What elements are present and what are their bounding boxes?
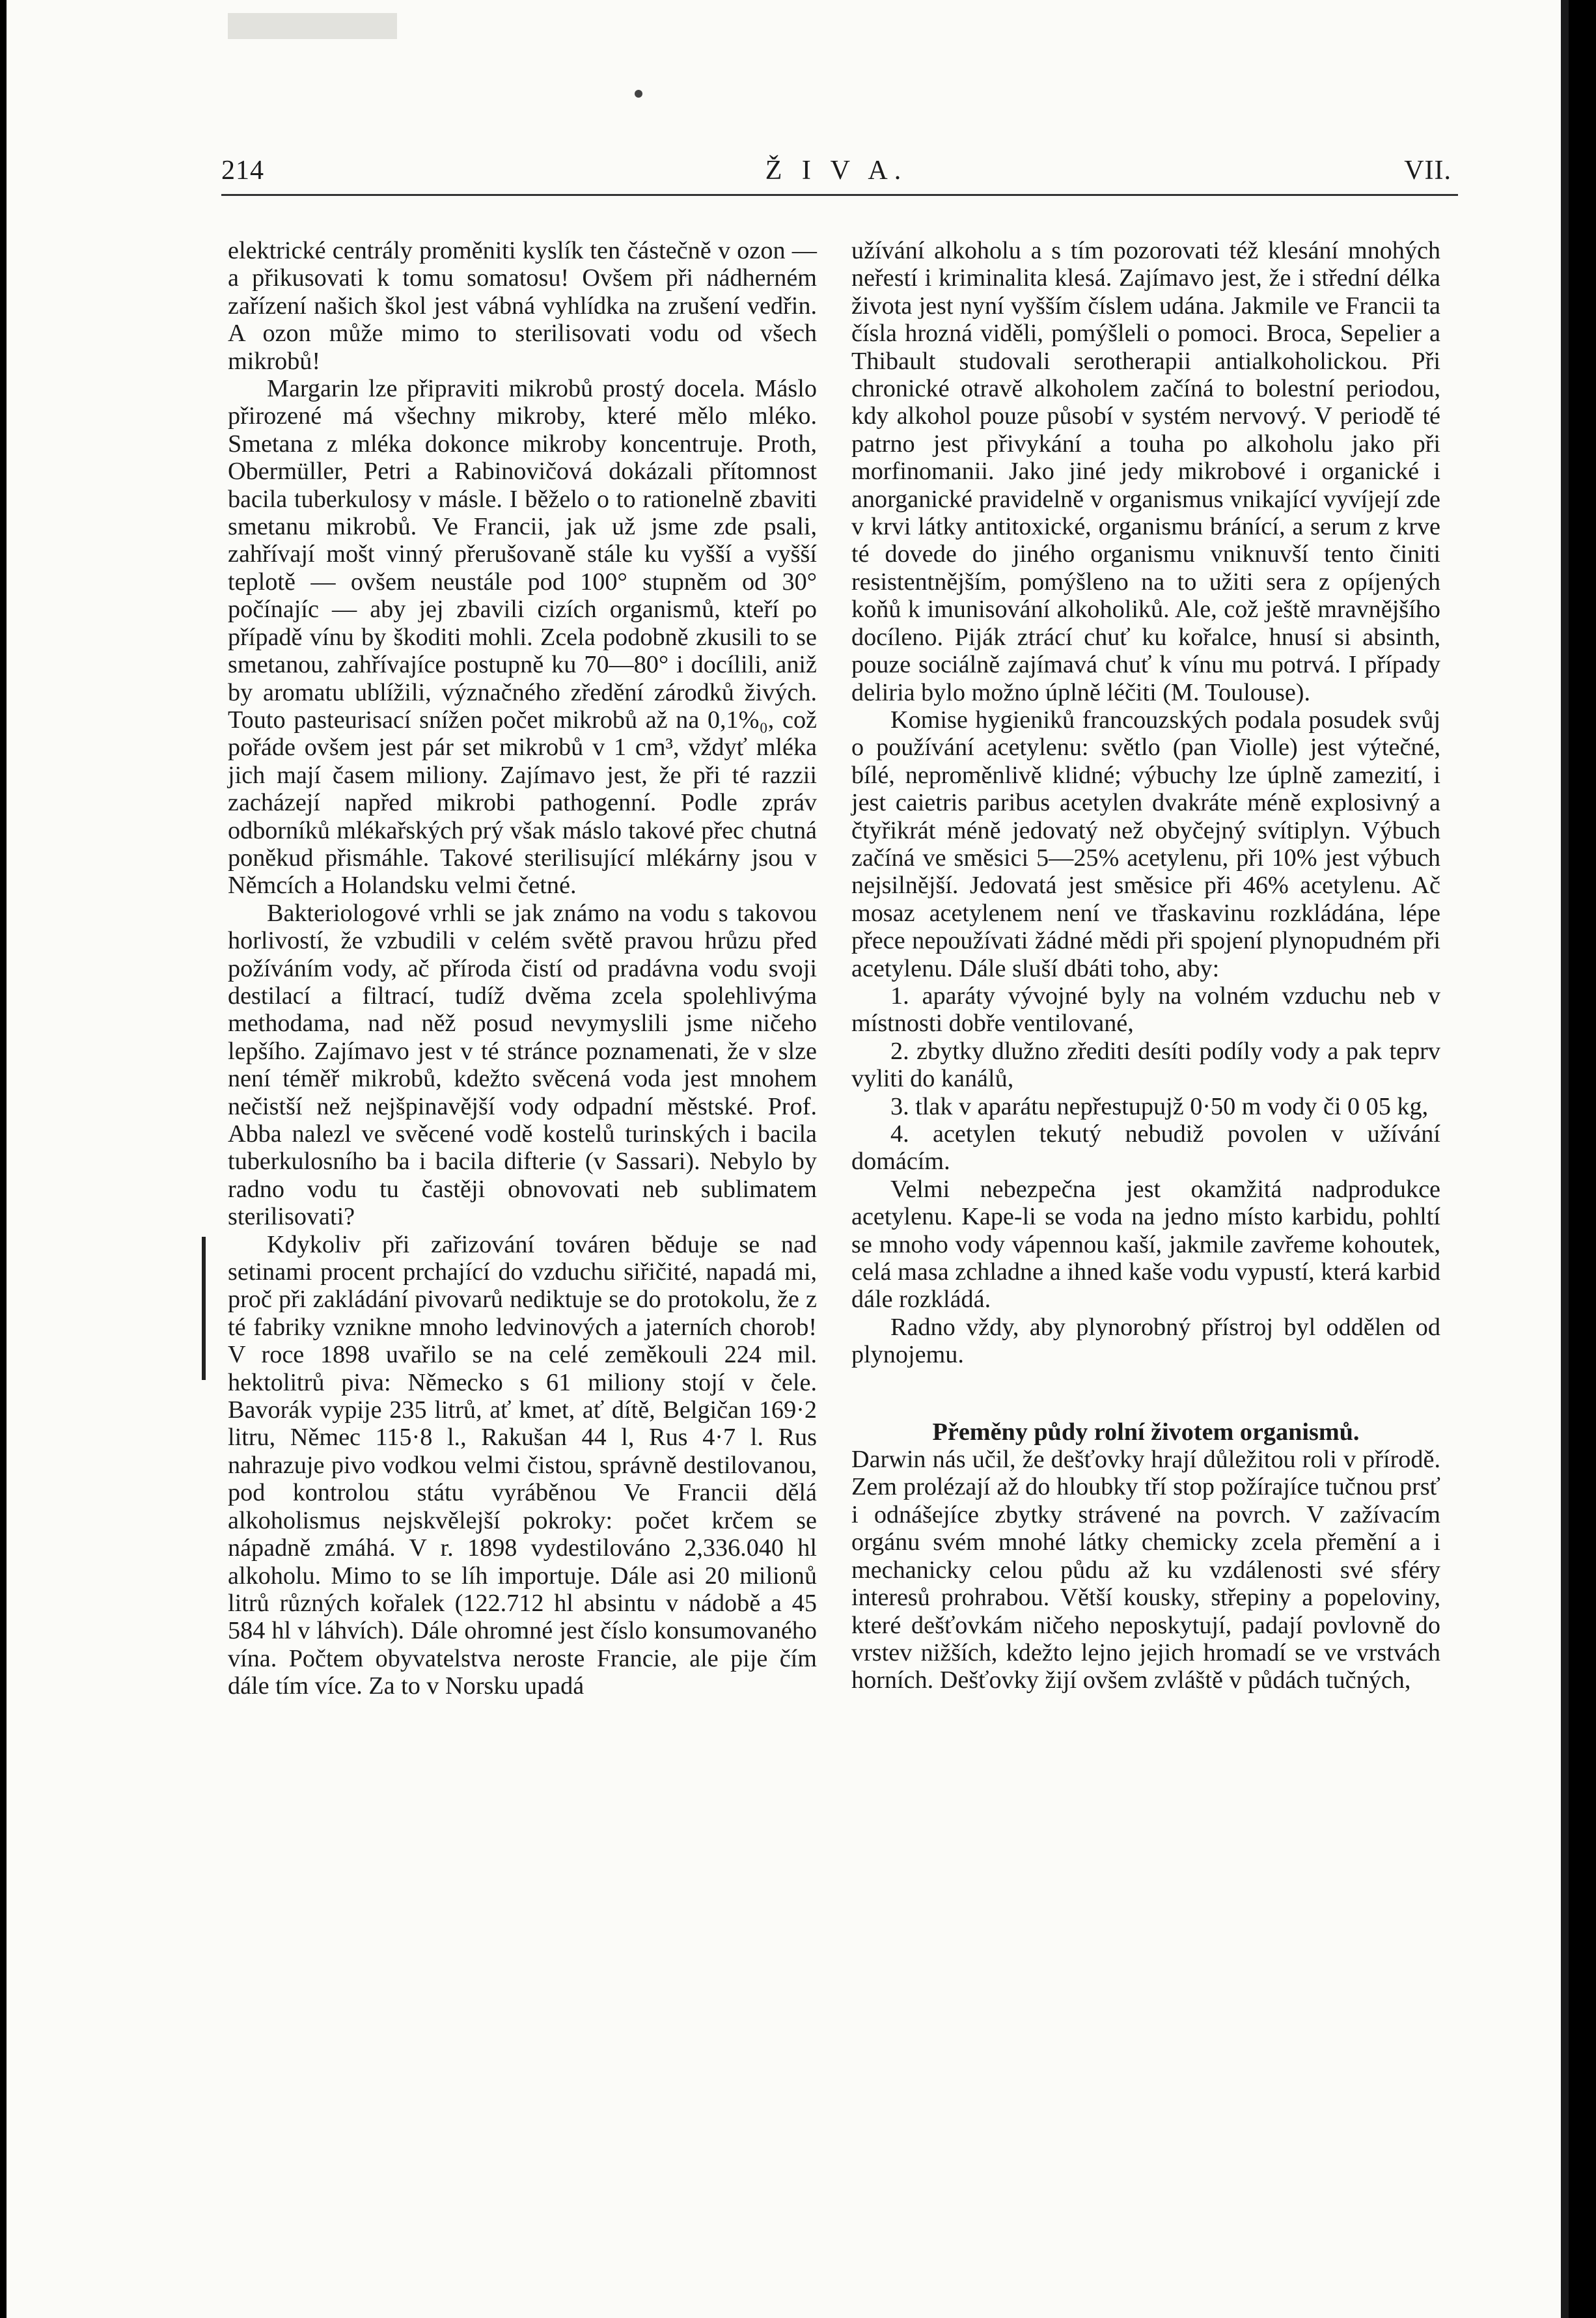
paragraph: užívání alkoholu a s tím pozorovati též klesání mnohých neřestí i kriminalita klesá. Zajímavo jest, že i střední délka života jest nyní vyšším číslem udána. Jakmile ve Francii ta čísla hrozná viděli, pomýšleli o pomoci. Broca, Sepelier a Thibault studovali serotherapii antialkoholickou. Při chronické otravě alkoholem začíná to bolestní periodou, kdy alkohol pouze působí v systém nervový. V periodě té patrno jest přivykání a touha po alkoholu jako při morfinomanii. Jako jiné jedy mikrobové i organické i anorganické pravidelně v organismus vnikající vyvíjejí zde v krvi látky antitoxické, organismu bránící, a serum z krve té dovede do jiného organismu vniknuvší tento činiti resistentnějším, pomýšleno na to užiti sera z opíjených koňů k imunisování alkoholiků. Ale, což ještě mravnějšího docíleno. Piják ztrácí chuť ku kořalce, hnusí si absinth, pouze sociálně zajímavá chuť k vínu mu potrvá. I případy deliria bylo možno úplně léčiti (M. Toulouse). [851,237,1440,706]
section-spacer [851,1369,1440,1407]
page-stain [228,13,397,39]
paragraph: Kdykoliv při zařizování továren běduje se nad setinami procent prchající do vzduchu siřičité, napadá mi, proč při zakládání pivovarů nediktuje se do protokolu, že z té fabriky vznikne mnoho ledvinových a jaterních chorob! V roce 1898 uvařilo se na celé zeměkouli 224 mil. hektolitrů piva: Německo s 61 miliony stojí v čele. Bavorák vypije 235 litrů, ať kmet, ať dítě, Belgičan 169·2 litru, Němec 115·8 l., Rakušan 44 l, Rus 4·7 l. Rus nahrazuje pivo vodkou velmi čistou, správně destilovanou, pod kontrolou státu vyráběnou Ve Francii dělá alkoholismus nejskvělejší pokroky: počet krčem se nápadně zmáhá. V r. 1898 vydestilováno 2,336.040 hl alkoholu. Mimo to se líh importuje. Dále asi 20 milionů litrů různých kořalek (122.712 hl absintu v nádobě a 45 584 hl v láhvích). Dále ohromné jest číslo konsumovaného vína. Počtem obyvatelstva neroste Francie, ale pije čím dále tím více. Za to v Norsku upadá [228,1230,817,1700]
paragraph: Margarin lze připraviti mikrobů prostý docela. Máslo přirozené má všechny mikroby, které mělo mléko. Smetana z mléka dokonce mikroby koncentruje. Proth, Obermüller, Petri a Rabinovičová dokázali přítomnost bacila tuberkulosy v másle. I běželo o to rationelně zbaviti smetanu mikrobů. Ve Francii, jak už jsme zde psali, zahřívají mošt vinný přerušovaně stále ku vyšší a vyšší teplotě — ovšem neustále pod 100° stupněm od 30° počínajíc — aby jej zbavili cizích organismů, kteří po případě vínu by škoditi mohli. Zcela podobně zkusili to se smetanou, zahřívajíce postupně ku 70—80° i docílili, aniž by aromatu ublížili, význačného zředění zárodků živých. Touto pasteurisací snížen počet mikrobů až na 0,1%₀, což pořáde ovšem jest pár set mikrobů v 1 cm³, vždyť mléka jich mají časem miliony. Zajímavo jest, že při té razzii zacházejí napřed mikrobi pathogenní. Podle zpráv odborníků mlékařských prý však máslo takové přec chutná poněkud přismáhle. Takové sterilisující mlékárny jsou v Němcích a Holandsku velmi četné. [228,375,817,900]
journal-title: Ž I V A. [765,156,908,186]
header-rule [221,194,1458,196]
paragraph: elektrické centrály proměniti kyslík ten částečně v ozon — a přikusovati k tomu somatosu! Ovšem při nádherném zařízení našich škol jest vábná vyhlídka na zrušení vedřin. A ozon může mimo to sterilisovati vodu od všech mikrobů! [228,237,817,375]
section-heading: Přeměny půdy rolní životem organismů. [932,1418,1360,1446]
running-header [221,155,1452,191]
volume-number: VII. [1404,156,1452,186]
right-column [851,237,1440,1694]
book-page [7,0,1569,2318]
list-item: 1. aparáty vývojné byly na volném vzduchu neb v místnosti dobře ventilované, [851,982,1440,1038]
margin-bracket [202,1237,206,1380]
list-item: 4. acetylen tekutý nebudiž povolen v užívání domácím. [851,1120,1440,1176]
list-item: 2. zbytky dlužno zřediti desíti podíly vody a pak teprv vyliti do kanálů, [851,1037,1440,1093]
page-number: 214 [221,156,264,186]
paragraph: Velmi nebezpečna jest okamžitá nadprodukce acetylenu. Kape-li se voda na jedno místo karbidu, pohltí se mnoho vody vápennou kaší, jakmile zavřeme kohoutek, celá masa zchladne a ihned kaše vodu vypustí, která karbid dále rozkládá. [851,1175,1440,1314]
paragraph: Komise hygieniků francouzských podala posudek svůj o používání acetylenu: světlo (pan Violle) jest výtečné, bílé, neproměnlivě klidné; výbuchy lze úplně zamezití, i jest caietris paribus acetylen dvakráte méně explosivný a čtyřikrát méně jedovatý než obyčejný svítiplyn. Výbuch začíná ve směsici 5—25% acetylenu, při 10% jest výbuch nejsilnější. Jedovatá jest směsice při 46% acetylenu. Ač mosaz acetylenem není ve třaskavinu rozkládána, lépe přece nepoužívati žádné mědi při spojení plynopudném při acetylenu. Dále sluší dbáti toho, aby: [851,706,1440,982]
paragraph: Radno vždy, aby plynorobný přístroj byl oddělen od plynojemu. [851,1313,1440,1369]
left-column [228,237,817,1700]
page-edge [1561,0,1569,2318]
list-item: 3. tlak v aparátu nepřestupujž 0·50 m vody či 0 05 kg, [890,1092,1429,1120]
paragraph: Bakteriologové vrhli se jak známo na vodu s takovou horlivostí, že vzbudili v celém světě pravou hrůzu před požíváním vody, ač příroda čistí od pradávna vodu svoji destilací a filtrací, tudíž dvěma zcela spolehlivýma methodama, nad něž posud nevymyslili jsme ničeho lepšího. Zajímavo jest v té stránce poznamenati, že v slze není téměř mikrobů, kdežto svěcená voda jest mnohem nečistší než nejšpinavější vody odpadní městské. Prof. Abba nalezl ve svěcené vodě kostelů turinských i bacila tuberkulosního ba i bacila difterie (v Sassari). Nebylo by radno vodu tu častěji obnovovati neb sublimatem sterilisovati? [228,899,817,1231]
paragraph: Darwin nás učil, že dešťovky hrají důležitou roli v přírodě. Zem prolézají až do hloubky tří stop požírajíce tučnou prsť i odnášejíce zbytky strávené na povrch. V zažívacím orgánu svém mnohé látky chemicky zcela přemění a i mechanicky celou půdu až ku vzdálenosti své sféry interesů prohrabou. Větší kousky, střepiny a popeloviny, které dešťovkám ničeho neposkytují, padají povlovně do vrstev nižších, kdežto lejno jejich hromadí se ve vrstvách horních. Dešťovky žijí ovšem zvláště v půdách tučných, [851,1446,1440,1694]
ink-spot [635,90,642,98]
